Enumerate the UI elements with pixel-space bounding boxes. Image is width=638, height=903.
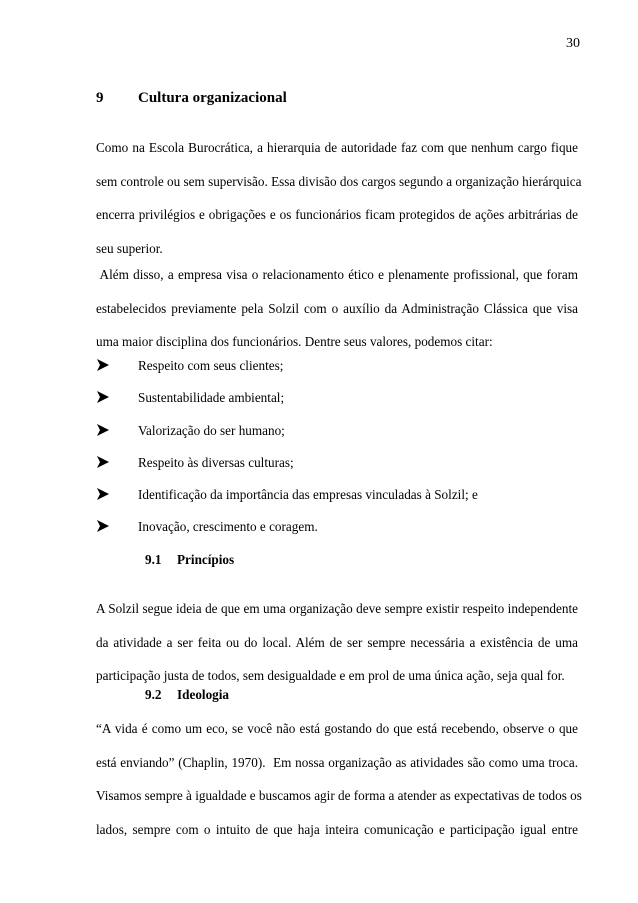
section-heading [96, 90, 287, 107]
paragraph-line: estabelecidos previamente pela Solzil com o auxílio da Administração Clássica que visa [96, 300, 578, 316]
paragraph-values-intro [96, 258, 578, 359]
paragraph-line: seu superior. [96, 240, 163, 256]
list-item [96, 455, 578, 487]
paragraph-line: Visamos sempre à igualdade e buscamos agir de forma a atender as expectativas de todos os [96, 788, 582, 803]
paragraph-line: sem controle ou sem supervisão. Essa divisão dos cargos segundo a organização hierárquica [96, 173, 582, 189]
list-item-text: Identificação da importância das empresas vinculadas à Solzil; e [138, 487, 478, 503]
list-item-text: Respeito com seus clientes; [138, 358, 284, 373]
paragraph-line: da atividade a ser feita ou do local. Além de ser sempre necessária a existência de uma [96, 634, 578, 650]
subsection-title: Princípios [177, 552, 235, 567]
arrow-bullet-icon [97, 487, 109, 501]
list-item [96, 519, 578, 551]
list-item-text: Inovação, crescimento e coragem. [138, 519, 318, 535]
list-item [96, 487, 578, 519]
subsection-heading-ideology [145, 687, 229, 703]
paragraph-hierarchy [96, 131, 582, 265]
list-item [96, 423, 578, 455]
arrow-bullet-icon [97, 390, 109, 404]
paragraph-line: Como na Escola Burocrática, a hierarquia de autoridade faz com que nenhum cargo fique [96, 140, 578, 155]
arrow-bullet-icon [97, 358, 109, 372]
paragraph-line: lados, sempre com o intuito de que haja inteira comunicação e participação igual entre [96, 821, 578, 837]
paragraph-line: “A vida é como um eco, se você não está gostando do que está recebendo, observe o que [96, 721, 578, 736]
paragraph-line: está enviando” (Chaplin, 1970). Em nossa organização as atividades são como uma troca. [96, 754, 578, 770]
paragraph-principles [96, 592, 578, 693]
paragraph-line: uma maior disciplina dos funcionários. Dentre seus valores, podemos citar: [96, 334, 493, 349]
list-item [96, 390, 578, 422]
section-number: 9 [96, 90, 104, 106]
arrow-bullet-icon [97, 423, 109, 437]
arrow-bullet-icon [97, 519, 109, 533]
paragraph-ideology [96, 712, 582, 846]
paragraph-line: A Solzil segue ideia de que em uma organização deve sempre existir respeito independente [96, 601, 578, 616]
list-item-text: Valorização do ser humano; [138, 422, 285, 438]
paragraph-line: encerra privilégios e obrigações e os funcionários ficam protegidos de ações arbitrárias de [96, 207, 578, 222]
values-list [96, 358, 578, 552]
arrow-bullet-icon [97, 455, 109, 469]
subsection-number: 9.1 [145, 552, 162, 567]
section-title: Cultura organizacional [138, 90, 287, 106]
subsection-number: 9.2 [145, 687, 162, 702]
list-item-text: Sustentabilidade ambiental; [138, 390, 285, 406]
list-item [96, 358, 578, 390]
page-number: 30 [566, 36, 580, 51]
subsection-title: Ideologia [177, 687, 230, 702]
list-item-text: Respeito às diversas culturas; [138, 454, 294, 470]
subsection-heading-principles [145, 552, 234, 568]
paragraph-line: Além disso, a empresa visa o relacionamento ético e plenamente profissional, que foram [96, 267, 578, 282]
paragraph-line: participação justa de todos, sem desigualdade e em prol de uma única ação, seja qual for. [96, 668, 565, 683]
